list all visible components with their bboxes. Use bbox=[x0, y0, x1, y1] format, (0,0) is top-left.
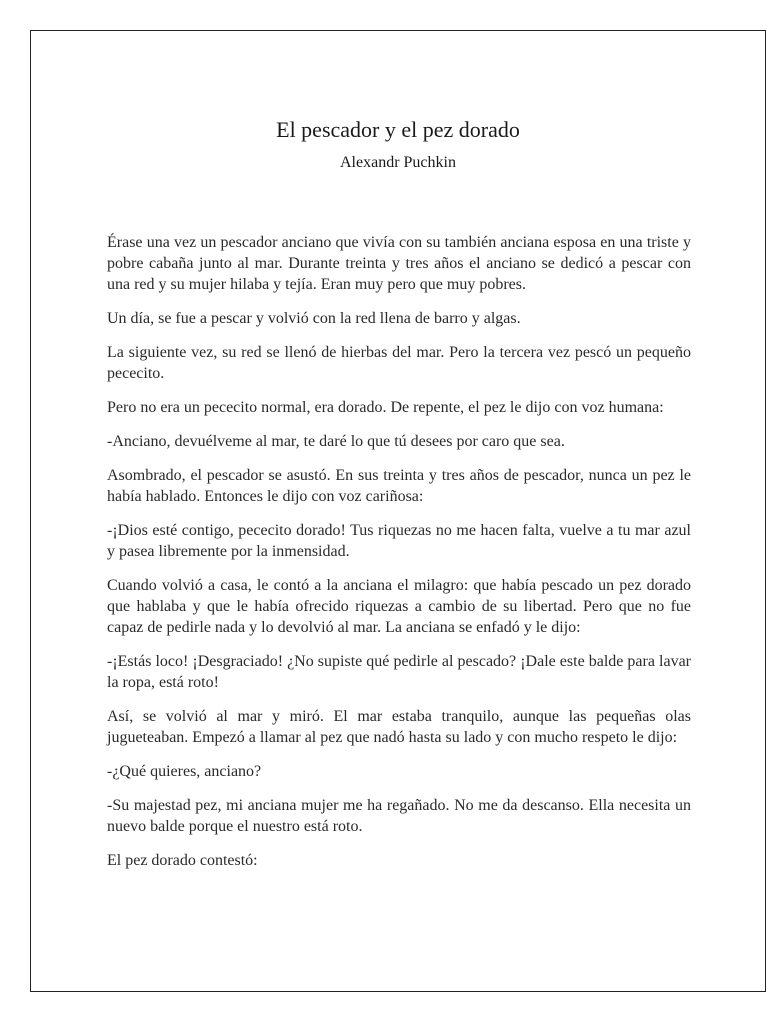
paragraph: -Su majestad pez, mi anciana mujer me ha regañado. No me da descanso. Ella necesita un nuevo balde porque el nuestro está roto. bbox=[107, 797, 691, 835]
paragraph: -¿Qué quieres, anciano? bbox=[107, 763, 262, 780]
document-body bbox=[107, 232, 691, 884]
paragraph: Érase una vez un pescador anciano que vivía con su también anciana esposa en una triste y pobre cabaña junto al mar. Durante treinta y tres años el anciano se dedicó a pescar con una red y su mujer hilaba y tejía. Eran muy pero que muy pobres. bbox=[107, 234, 691, 293]
paragraph: La siguiente vez, su red se llenó de hierbas del mar. Pero la tercera vez pescó un pequeño pececito. bbox=[107, 344, 691, 382]
document-title: El pescador y el pez dorado bbox=[276, 117, 520, 142]
paragraph: Pero no era un pececito normal, era dorado. De repente, el pez le dijo con voz humana: bbox=[107, 399, 664, 416]
document-author: Alexandr Puchkin bbox=[340, 154, 456, 171]
paragraph: Asombrado, el pescador se asustó. En sus treinta y tres años de pescador, nunca un pez le había hablado. Entonces le dijo con voz cariñosa: bbox=[107, 467, 691, 505]
paragraph: -Anciano, devuélveme al mar, te daré lo que tú desees por caro que sea. bbox=[107, 433, 565, 450]
paragraph: Así, se volvió al mar y miró. El mar estaba tranquilo, aunque las pequeñas olas jugueteaban. Empezó a llamar al pez que nadó hasta su lado y con mucho respeto le dijo: bbox=[107, 708, 691, 746]
document-page bbox=[30, 30, 766, 992]
paragraph: El pez dorado contestó: bbox=[107, 852, 258, 869]
paragraph: -¡Estás loco! ¡Desgraciado! ¿No supiste qué pedirle al pescado? ¡Dale este balde para lavar la ropa, está roto! bbox=[107, 653, 691, 691]
paragraph: Un día, se fue a pescar y volvió con la red llena de barro y algas. bbox=[107, 310, 521, 327]
paragraph: Cuando volvió a casa, le contó a la anciana el milagro: que había pescado un pez dorado que hablaba y que le había ofrecido riquezas a cambio de su libertad. Pero que no fue capaz de pedirle nada y lo devolvió al mar. La anciana se enfadó y le dijo: bbox=[107, 577, 691, 636]
paragraph: -¡Dios esté contigo, pececito dorado! Tus riquezas no me hacen falta, vuelve a tu mar azul y pasea libremente por la inmensidad. bbox=[107, 522, 691, 560]
